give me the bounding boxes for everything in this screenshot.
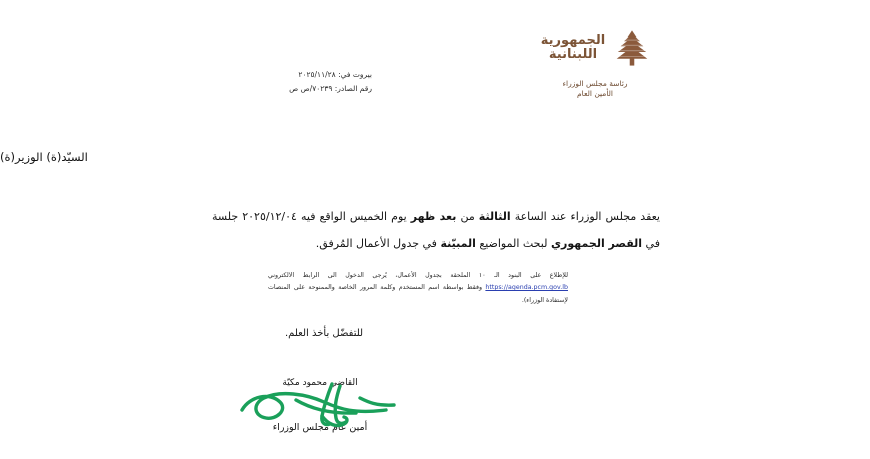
body-line1-part-a: يعقد مجلس الوزراء عند الساعة [510,210,660,223]
reference-block [222,68,372,96]
body-line1-part-b: من [456,210,479,223]
body-line1-part-c: يوم الخميس الواقع فيه [296,210,411,223]
letterhead-subtitle-line2: الأمين العام [577,89,613,99]
body-line2-bold-listed: المبيّنة [440,236,476,250]
republic-title-line2: اللبنانية [548,47,598,62]
signatory-name: القاضي محمود مكيّة [282,378,358,388]
note-text-before: للإطلاع على البنود الـ ١٠ الملحقة بجدول الأعمال، يُرجى الدخول الى الرابط الالكتروني [268,272,568,279]
reference-date: بيروت في: ٢٠٢٥/١١/٢٨ [298,70,372,79]
body-line2-part-a: جلسة في [212,210,660,250]
body-paragraph [212,204,660,258]
signatory-title: أمين عام مجلس الوزراء [272,422,368,433]
letterhead [505,22,685,112]
closing-text: للتفضّل بأخذ العلم. [285,328,364,339]
reference-number: رقم الصادر: ٧٠٢٣٩/ص ص [289,83,372,93]
closing-line [285,328,585,339]
salutation [0,150,510,164]
letterhead-emblem-row [541,22,649,74]
note-paragraph [268,270,568,307]
body-line1-date: ٢٠٢٥/١٢/٠٤ [242,210,297,223]
letterhead-subtitle-line1: رئاسة مجلس الوزراء [562,79,628,88]
salutation-text: السيّد(ة) الوزير(ة) [0,150,88,164]
letterhead-subtitle [562,79,627,99]
republic-title [541,34,605,61]
cedar-tree-icon [615,28,649,68]
republic-title-line1: الجمهورية [540,33,606,49]
body-line2-part-b: لبحث المواضيع [475,236,551,250]
body-line1-bold-afternoon: بعد ظهر [410,210,457,223]
signature-block [240,378,400,433]
body-line2-bold-palace: القصر الجمهوري [550,236,643,250]
note-text-after: وفقط بواسطة اسم المستخدم وكلمة المرور الخاصة والممنوحة على المنصات لإستفادة الوزراء). [268,284,568,304]
body-line1-bold-hour: الثالثة [478,210,511,223]
body-line2-part-c: في جدول الأعمال المُرفق. [315,236,441,250]
agenda-portal-link[interactable]: https://agenda.pcm.gov.lb [485,284,568,292]
